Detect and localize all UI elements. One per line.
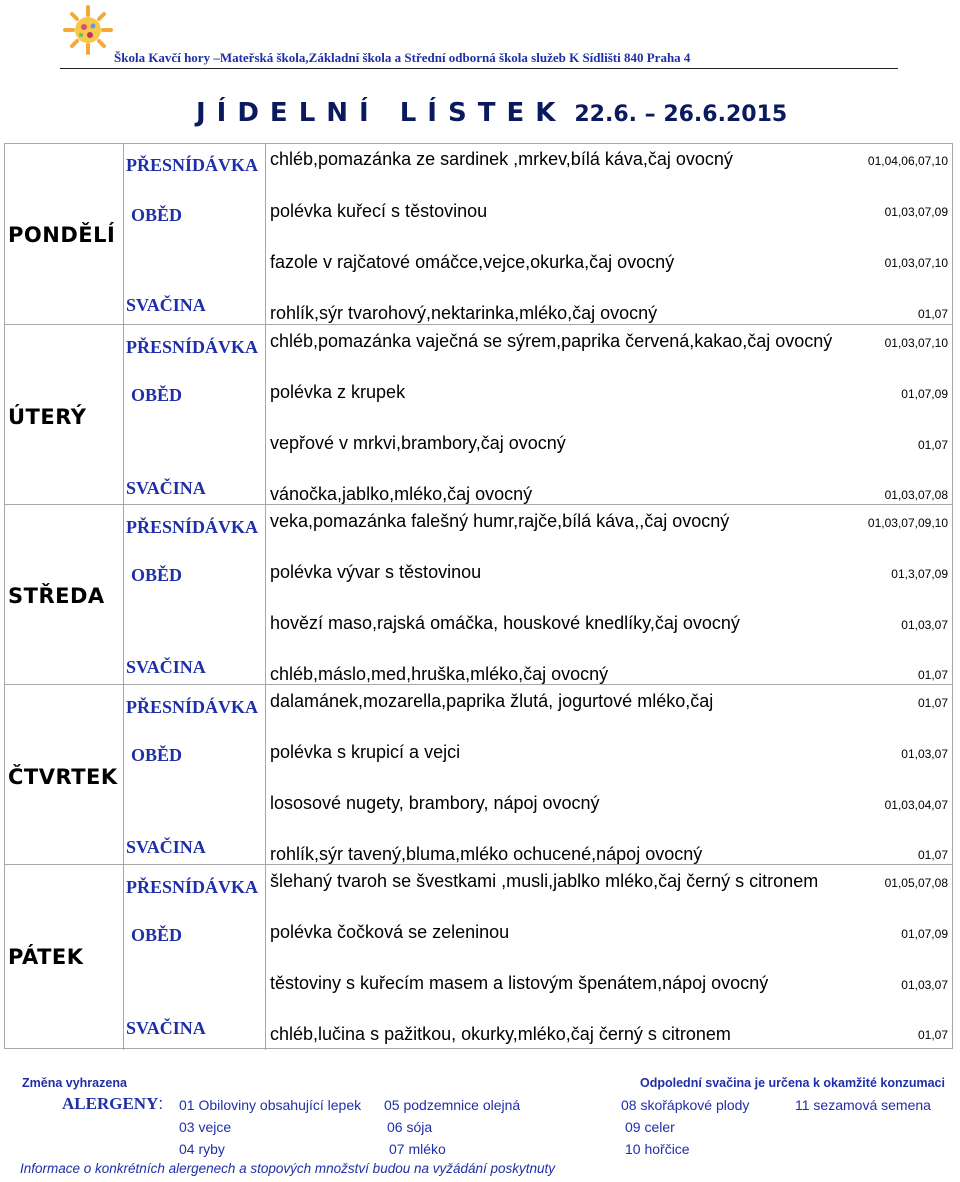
school-logo (62, 4, 114, 56)
allergen-codes: 01,03,04,07 (884, 798, 948, 812)
allergens-colon: : (158, 1094, 164, 1113)
allergen-codes: 01,03,07 (901, 747, 948, 761)
dish: šlehaný tvaroh se švestkami ,musli,jablko mléko,čaj černý s citronem (270, 871, 819, 891)
school-name: Škola Kavčí hory –Mateřská škola,Základní škola a Střední odborná škola služeb K Sídlišti 840 Praha 4 (114, 50, 691, 65)
dish: fazole v rajčatové omáčce,vejce,okurka,čaj ovocný (270, 252, 675, 272)
allergen-item: 01 Obiloviny obsahující lepek (179, 1097, 362, 1113)
allergen-info-note: Informace o konkrétních alergenech a stopových množství budou na vyžádání poskytnuty (20, 1161, 556, 1176)
dish: lososové nugety, brambory, nápoj ovocný (270, 793, 600, 813)
dish: chléb,pomazánka ze sardinek ,mrkev,bílá káva,čaj ovocný (270, 149, 733, 169)
title-word: JÍDELNÍ LÍSTEK (196, 98, 567, 128)
allergens-label (62, 1094, 163, 1114)
meal-label: SVAČINA (126, 837, 206, 857)
day-name: PÁTEK (8, 945, 84, 969)
meal-label: SVAČINA (126, 1018, 206, 1038)
dish: těstoviny s kuřecím masem a listovým špenátem,nápoj ovocný (270, 973, 769, 993)
page-title (196, 98, 787, 128)
dish: vánočka,jablko,mléko,čaj ovocný (270, 484, 533, 504)
dish: chléb,máslo,med,hruška,mléko,čaj ovocný (270, 664, 609, 684)
header-divider (60, 68, 898, 69)
change-note: Změna vyhrazena (22, 1076, 127, 1090)
dish: veka,pomazánka falešný humr,rajče,bílá káva,,čaj ovocný (270, 511, 730, 531)
allergen-codes: 01,03,07,08 (884, 488, 948, 502)
allergen-codes: 01,3,07,09 (891, 567, 948, 581)
allergen-item: 03 vejce (179, 1119, 232, 1135)
dish: chléb,pomazánka vaječná se sýrem,paprika červená,kakao,čaj ovocný (270, 331, 833, 351)
allergen-codes: 01,07 (917, 668, 948, 682)
allergen-item: 07 mléko (389, 1141, 446, 1157)
allergen-codes: 01,03,07 (901, 618, 948, 632)
dish: polévka s krupicí a vejci (270, 742, 461, 762)
allergen-codes: 01,03,07,10 (884, 336, 948, 350)
dish: dalamánek,mozarella,paprika žlutá, jogurtové mléko,čaj (270, 691, 714, 711)
allergen-item: 05 podzemnice olejná (384, 1097, 521, 1113)
meal-label: PŘESNÍDÁVKA (126, 877, 259, 897)
afternoon-snack-note: Odpolední svačina je určena k okamžité konzumaci (640, 1076, 945, 1090)
allergen-codes: 01,05,07,08 (884, 876, 948, 890)
allergen-codes: 01,03,07 (901, 978, 948, 992)
allergens-label-text: ALERGENY (62, 1094, 159, 1113)
meal-label: SVAČINA (126, 295, 206, 315)
dish: vepřové v mrkvi,brambory,čaj ovocný (270, 433, 566, 453)
meal-label: PŘESNÍDÁVKA (126, 155, 259, 175)
meal-label: SVAČINA (126, 478, 206, 498)
dish: hovězí maso,rajská omáčka, houskové knedlíky,čaj ovocný (270, 613, 740, 633)
day-wednesday (5, 504, 952, 684)
day-name: ČTVRTEK (8, 765, 118, 789)
day-name: PONDĚLÍ (8, 223, 116, 247)
day-monday (5, 144, 952, 324)
meal-label: PŘESNÍDÁVKA (126, 337, 259, 357)
allergen-item: 09 celer (625, 1119, 675, 1135)
allergen-codes: 01,07 (917, 438, 948, 452)
menu-table (4, 143, 953, 1049)
allergen-item: 06 sója (387, 1119, 433, 1135)
allergen-item: 11 sezamová semena (795, 1097, 931, 1113)
allergen-item: 10 hořčice (625, 1141, 690, 1157)
meal-label: PŘESNÍDÁVKA (126, 517, 259, 537)
day-friday (5, 864, 952, 1050)
allergen-codes: 01,07 (917, 696, 948, 710)
allergen-codes: 01,07 (917, 848, 948, 862)
meal-label: PŘESNÍDÁVKA (126, 697, 259, 717)
allergen-item: 08 skořápkové plody (621, 1097, 750, 1113)
allergen-item: 04 ryby (179, 1141, 225, 1157)
allergen-codes: 01,04,06,07,10 (867, 154, 948, 168)
meal-label: OBĚD (131, 205, 183, 225)
dish: polévka kuřecí s těstovinou (270, 201, 488, 221)
meal-label: OBĚD (131, 745, 183, 765)
dish: polévka vývar s těstovinou (270, 562, 482, 582)
day-thursday (5, 684, 952, 864)
allergen-codes: 01,07 (917, 307, 948, 321)
meal-label: SVAČINA (126, 657, 206, 677)
day-name: STŘEDA (8, 584, 105, 608)
day-tuesday (5, 324, 952, 504)
allergen-codes: 01,03,07,10 (884, 256, 948, 270)
allergen-codes: 01,07,09 (901, 927, 948, 941)
allergen-codes: 01,03,07,09,10 (867, 516, 948, 530)
day-name: ÚTERÝ (8, 405, 87, 429)
dish: polévka čočková se zeleninou (270, 922, 510, 942)
dish: rohlík,sýr tavený,bluma,mléko ochucené,nápoj ovocný (270, 844, 703, 864)
dish: chléb,lučina s pažitkou, okurky,mléko,čaj černý s citronem (270, 1024, 731, 1044)
meal-label: OBĚD (131, 925, 183, 945)
meal-label: OBĚD (131, 565, 183, 585)
title-dates: 22.6. – 26.6.2015 (574, 102, 788, 127)
dish: rohlík,sýr tvarohový,nektarinka,mléko,čaj ovocný (270, 303, 658, 323)
allergen-codes: 01,07 (917, 1028, 948, 1042)
meal-label: OBĚD (131, 385, 183, 405)
allergen-codes: 01,03,07,09 (884, 205, 948, 219)
dish: polévka z krupek (270, 382, 406, 402)
allergen-codes: 01,07,09 (901, 387, 948, 401)
